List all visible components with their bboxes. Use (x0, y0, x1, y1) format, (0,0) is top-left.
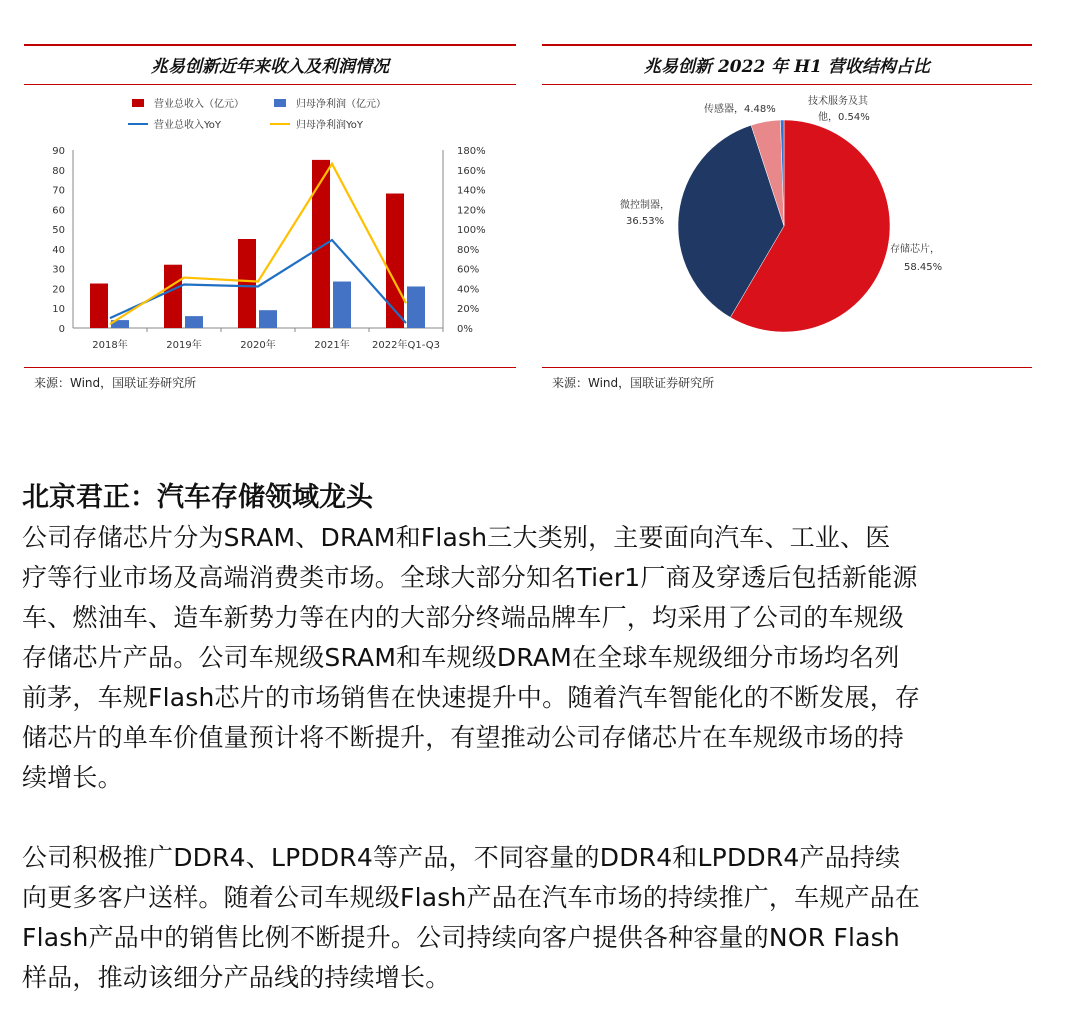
section-heading: 北京君正：汽车存储领域龙头 (22, 482, 373, 513)
pie-label: 存储芯片， (890, 244, 940, 255)
legend-swatch (132, 99, 144, 107)
pie-label: 技术服务及其 (808, 96, 868, 107)
y-right-tick-label: 60% (457, 264, 480, 276)
paragraph-2-line: 向更多客户送样。随着公司车规级Flash产品在汽车市场的持续推广，车规产品在 (22, 883, 921, 912)
y-left-tick-label: 80 (52, 165, 65, 177)
paragraph-gap (22, 798, 1052, 838)
y-right-tick-label: 100% (457, 225, 486, 237)
revenue-profit-chart (24, 0, 516, 360)
paragraph-2-line: 样品，推动该细分产品线的持续增长。 (22, 963, 451, 992)
pie-value: 36.53% (626, 216, 665, 227)
y-left-tick-label: 10 (52, 304, 65, 316)
y-left-tick-label: 0 (58, 324, 65, 335)
article-body (22, 478, 1052, 998)
legend-label: 营业总收入YoY (154, 120, 222, 131)
bar-revenue (386, 194, 404, 328)
bar-net-profit (259, 310, 277, 328)
y-right-tick-label: 180% (457, 146, 486, 157)
pie-value: 他，0.54% (818, 112, 870, 123)
paragraph-2 (22, 838, 1052, 998)
y-right-tick-label: 0% (457, 324, 473, 335)
revenue-profit-chart-panel (24, 0, 516, 400)
x-tick-label: 2022年Q1-Q3 (372, 340, 440, 351)
pie-label: 传感器，4.48% (704, 104, 776, 115)
chart-source: 来源：Wind，国联证券研究所 (34, 376, 197, 390)
paragraph-1 (22, 518, 1052, 798)
bar-net-profit (407, 286, 425, 328)
y-left-tick-label: 90 (52, 146, 65, 157)
chart-title: 兆易创新近年来收入及利润情况 (151, 57, 389, 77)
y-left-tick-label: 40 (52, 244, 65, 256)
y-left-tick-label: 60 (52, 205, 65, 217)
y-right-tick-label: 80% (457, 244, 480, 256)
chart-source: 来源：Wind，国联证券研究所 (552, 376, 715, 390)
x-tick-label: 2018年 (92, 340, 128, 351)
y-left-tick-label: 50 (52, 225, 65, 237)
x-tick-label: 2019年 (166, 340, 202, 351)
pie-value: 58.45% (904, 262, 943, 273)
bar-net-profit (333, 282, 351, 328)
legend-label: 归母净利润（亿元） (296, 99, 386, 110)
paragraph-1-line: 疗等行业市场及高端消费类市场。全球大部分知名Tier1厂商及穿透后包括新能源 (22, 563, 918, 592)
chart-title: 兆易创新 2022 年 H1 营收结构占比 (644, 57, 930, 77)
paragraph-1-line: 前茅，车规Flash芯片的市场销售在快速提升中。随着汽车智能化的不断发展，存 (22, 683, 921, 712)
legend-label: 营业总收入（亿元） (154, 99, 244, 110)
paragraph-2-line: 公司积极推广DDR4、LPDDR4等产品，不同容量的DDR4和LPDDR4产品持续 (22, 843, 901, 872)
bar-net-profit (185, 316, 203, 328)
paragraph-2-line: Flash产品中的销售比例不断提升。公司持续向客户提供各种容量的NOR Flash (22, 923, 900, 952)
legend-swatch (274, 99, 286, 107)
paragraph-1-line: 车、燃油车、造车新势力等在内的大部分终端品牌车厂，均采用了公司的车规级 (22, 603, 905, 632)
y-right-tick-label: 40% (457, 284, 480, 296)
revenue-structure-chart-panel (542, 0, 1032, 400)
y-left-tick-label: 20 (52, 284, 65, 296)
x-tick-label: 2021年 (314, 340, 350, 351)
panel-bottom-rule (24, 367, 516, 368)
y-left-tick-label: 30 (52, 264, 65, 276)
y-right-tick-label: 20% (457, 304, 480, 316)
paragraph-1-line: 续增长。 (22, 763, 123, 792)
x-tick-label: 2020年 (240, 340, 276, 351)
y-right-tick-label: 120% (457, 205, 486, 217)
paragraph-1-line: 公司存储芯片分为SRAM、DRAM和Flash三大类别，主要面向汽车、工业、医 (22, 523, 891, 552)
y-left-tick-label: 70 (52, 185, 65, 197)
bar-revenue (238, 239, 256, 328)
panel-bottom-rule (542, 367, 1032, 368)
series-line-3 (110, 164, 406, 324)
paragraph-1-line: 储芯片的单车价值量预计将不断提升，有望推动公司存储芯片在车规级市场的持 (22, 723, 905, 752)
y-right-tick-label: 160% (457, 165, 486, 177)
legend-label: 归母净利润YoY (296, 120, 364, 131)
paragraph-1-line: 存储芯片产品。公司车规级SRAM和车规级DRAM在全球车规级细分市场均名列 (22, 643, 900, 672)
revenue-structure-pie (542, 0, 1032, 360)
pie-label: 微控制器， (620, 200, 670, 211)
bar-revenue (164, 265, 182, 328)
y-right-tick-label: 140% (457, 185, 486, 197)
bar-revenue (90, 284, 108, 329)
